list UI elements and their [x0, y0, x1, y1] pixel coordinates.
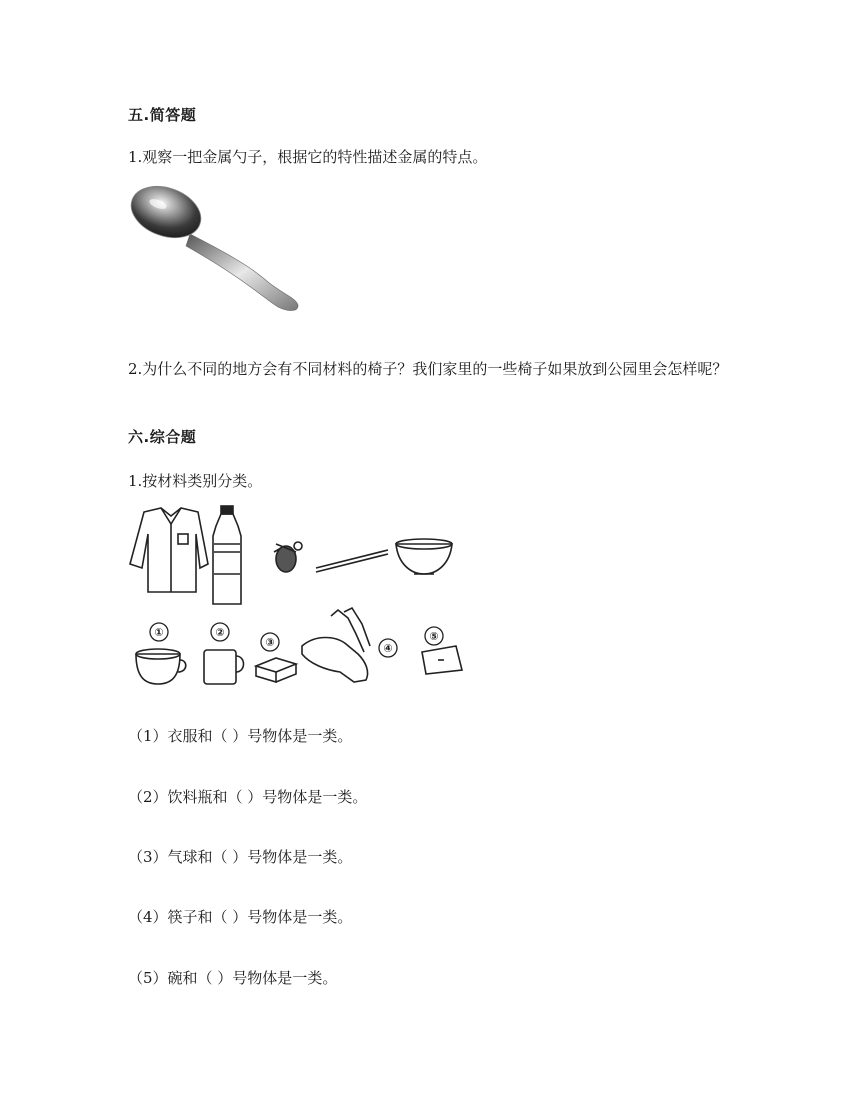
- number-four-label: ④: [383, 642, 393, 655]
- question-6-1: 1.按材料类别分类。: [128, 472, 263, 490]
- materials-figure: [126, 504, 471, 694]
- metal-spoon-image: [128, 184, 303, 316]
- bowl-icon: [396, 539, 452, 574]
- classification-item-5: （5）碗和（ ）号物体是一类。: [128, 969, 338, 987]
- number-five-label: ⑤: [429, 630, 439, 643]
- chopsticks-icon: [316, 550, 388, 572]
- cup-one-icon: [136, 649, 186, 684]
- glove-four-icon: [302, 608, 370, 682]
- number-one-label: ①: [154, 626, 164, 639]
- bottle-icon: [213, 506, 241, 604]
- number-two-label: ②: [215, 626, 225, 639]
- classification-item-4: （4）筷子和（ ）号物体是一类。: [128, 908, 353, 926]
- classification-item-1: （1）衣服和（ ）号物体是一类。: [128, 727, 353, 745]
- question-5-1: 1.观察一把金属勺子，根据它的特性描述金属的特点。: [128, 148, 488, 166]
- question-5-2: 2.为什么不同的地方会有不同材料的椅子？我们家里的一些椅子如果放到公园里会怎样呢？: [128, 360, 728, 378]
- block-three-icon: [256, 658, 296, 682]
- section-six-heading: 六.综合题: [128, 428, 197, 446]
- number-three-label: ③: [265, 636, 275, 649]
- section-five-heading: 五.简答题: [128, 106, 197, 124]
- balloon-icon: [274, 542, 302, 572]
- classification-item-2: （2）饮料瓶和（ ）号物体是一类。: [128, 788, 368, 806]
- shirt-icon: [130, 508, 208, 592]
- mug-two-icon: [204, 650, 244, 684]
- classification-item-3: （3）气球和（ ）号物体是一类。: [128, 848, 353, 866]
- paper-five-icon: [422, 646, 462, 674]
